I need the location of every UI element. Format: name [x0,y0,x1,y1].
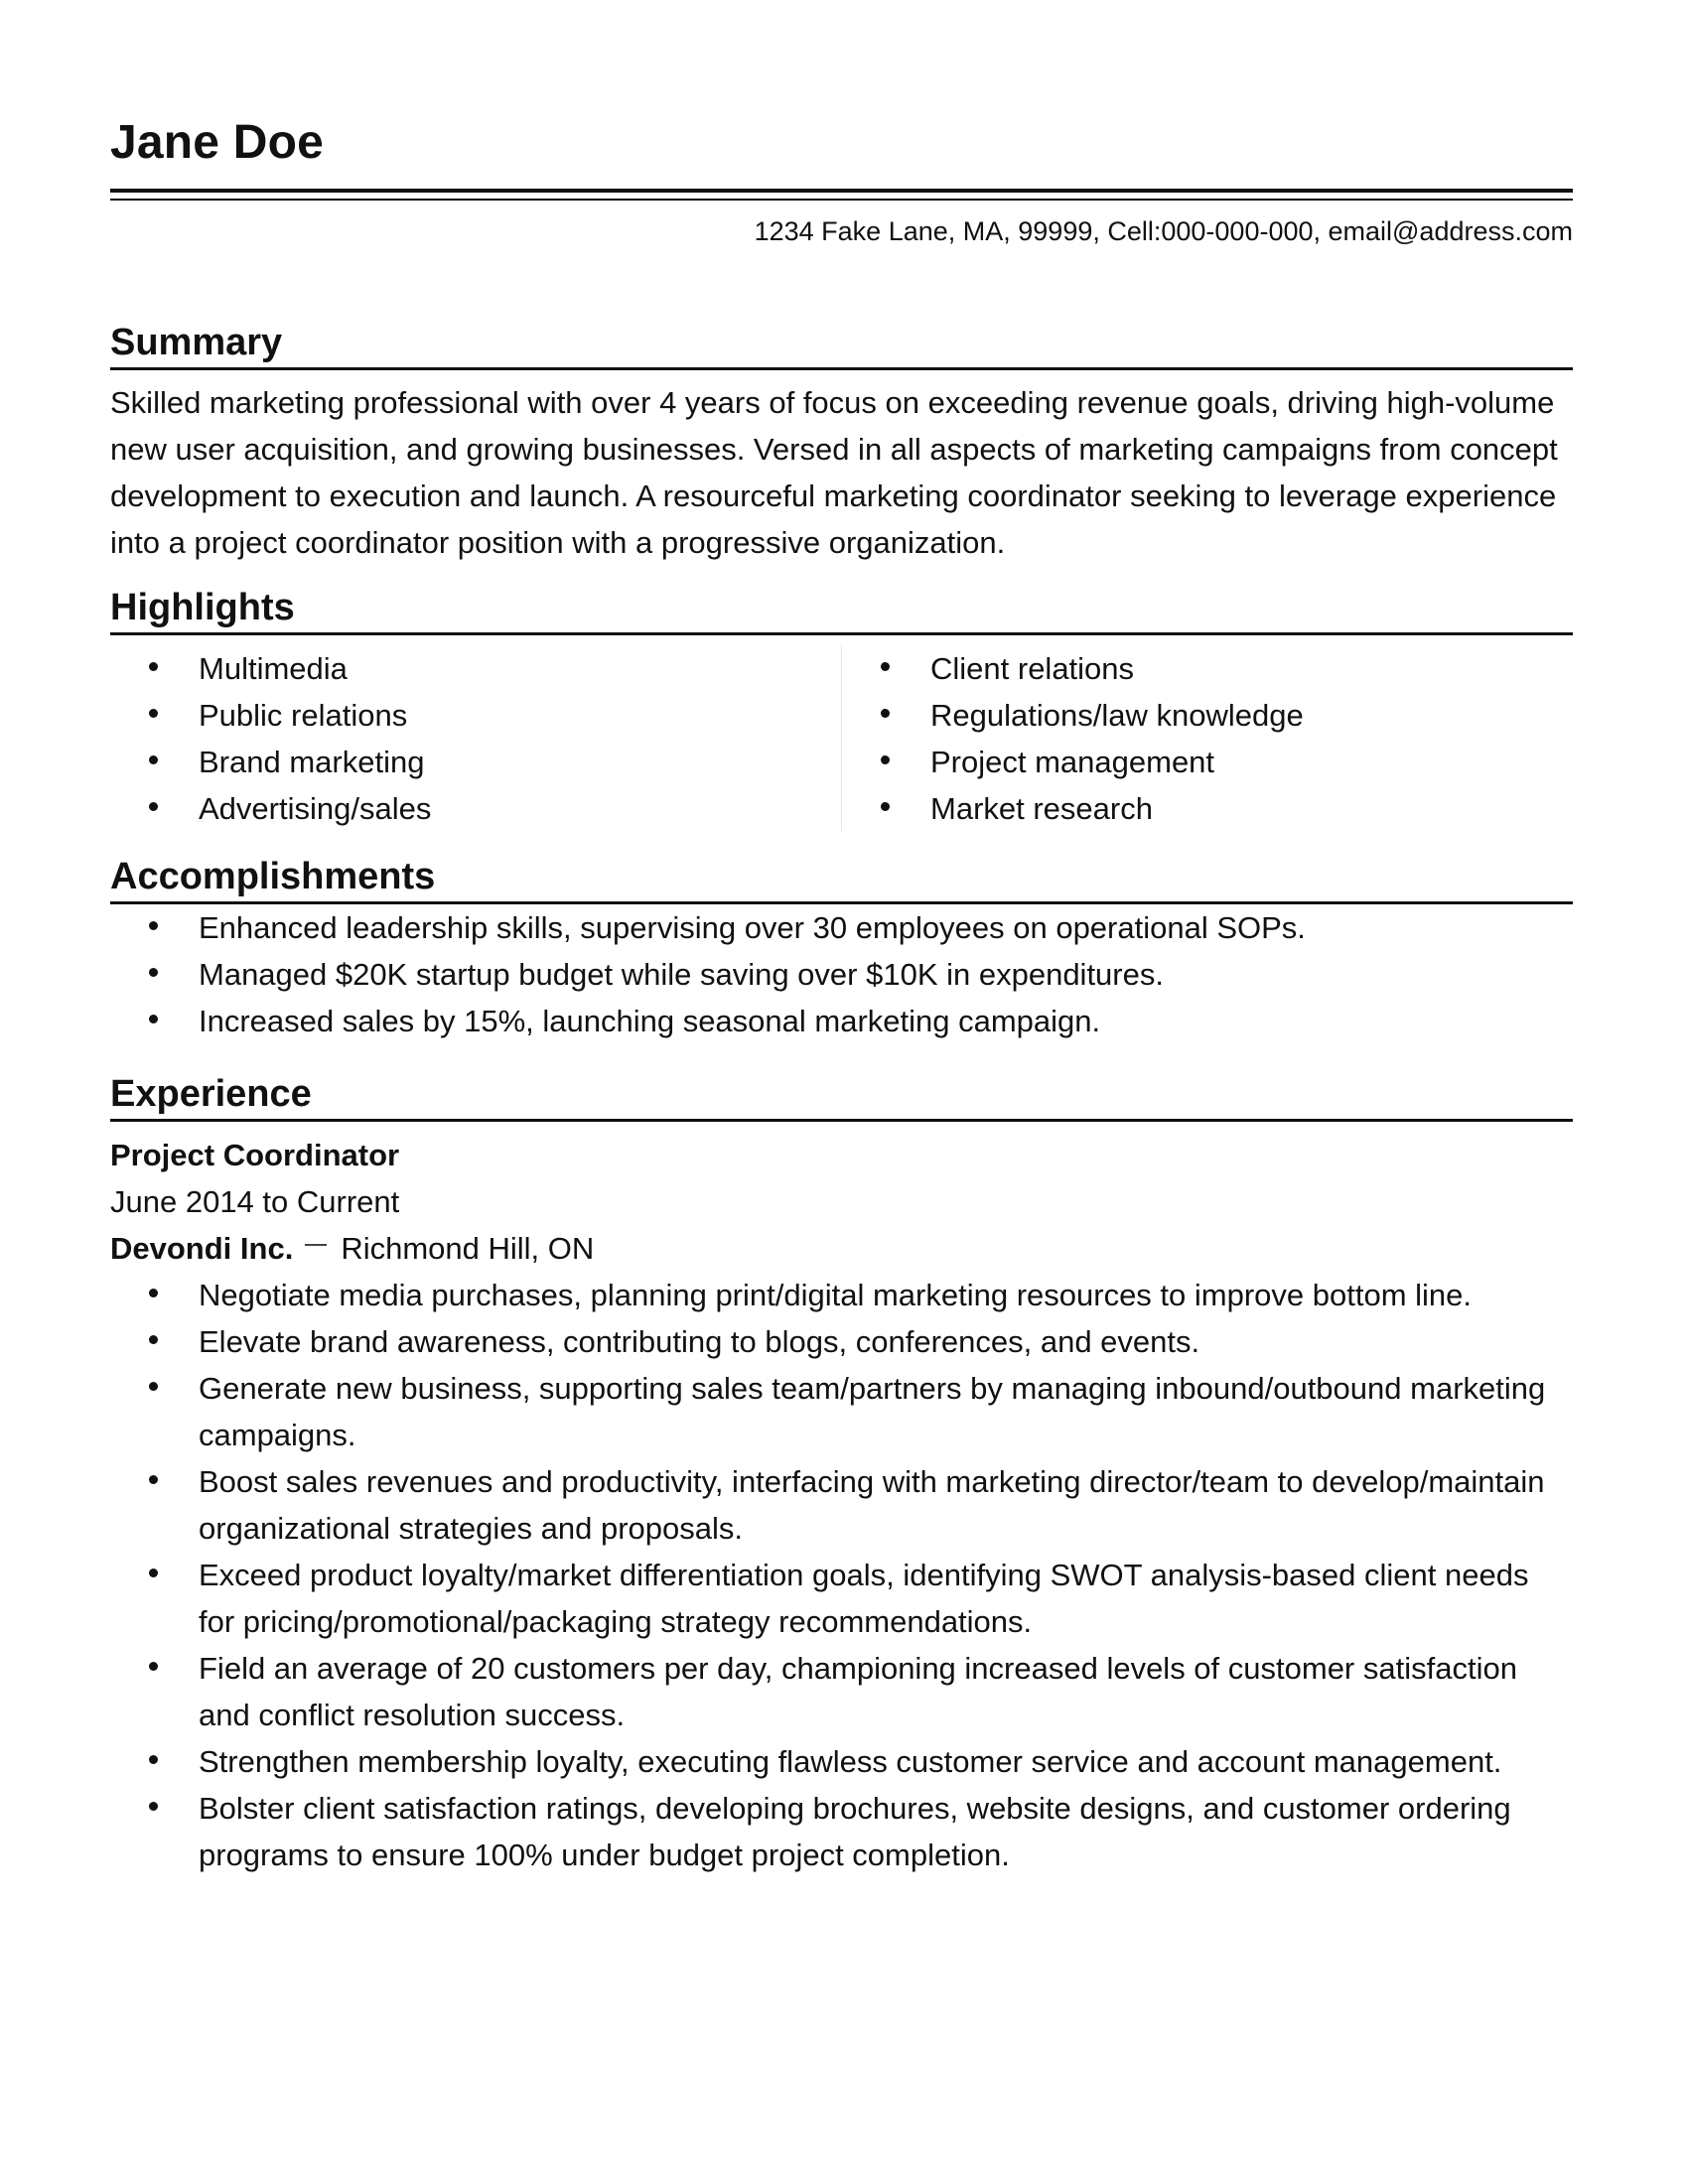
summary-heading: Summary [110,324,1573,370]
experience-heading: Experience [110,1075,1573,1122]
job-dates: June 2014 to Current [110,1184,400,1220]
highlight-item: Multimedia [110,645,841,692]
job-bullet: Bolster client satisfaction ratings, developing brochures, website designs, and customer ordering programs to ensure 100% under budget project completion. [110,1785,1573,1878]
highlight-item: Advertising/sales [110,785,841,832]
accomplishment-item: Increased sales by 15%, launching seasonal marketing campaign. [110,998,1573,1044]
highlight-item: Market research [842,785,1573,832]
highlights-right-column [842,645,1573,832]
job-bullet-list [110,1272,1573,1878]
job-bullet: Elevate brand awareness, contributing to blogs, conferences, and events. [110,1318,1573,1365]
job-bullet: Generate new business, supporting sales team/partners by managing inbound/outbound marketing campaigns. [110,1365,1573,1458]
job-entry [110,1132,1573,1878]
job-company: Devondi Inc. [110,1231,294,1267]
job-bullet: Field an average of 20 customers per day, championing increased levels of customer satisfaction and conflict resolution success. [110,1645,1573,1738]
job-bullet: Exceed product loyalty/market differentiation goals, identifying SWOT analysis-based client needs for pricing/promotional/packaging strategy recommendations. [110,1552,1573,1645]
job-bullet: Negotiate media purchases, planning print/digital marketing resources to improve bottom line. [110,1272,1573,1318]
highlight-item: Public relations [110,692,841,739]
job-location: Richmond Hill, ON [341,1231,595,1267]
header-double-rule [110,189,1573,201]
job-title: Project Coordinator [110,1138,400,1173]
highlight-item: Brand marketing [110,739,841,785]
resume-name: Jane Doe [110,116,325,169]
contact-info: 1234 Fake Lane, MA, 99999, Cell:000-000-000, email@address.com [754,216,1573,246]
accomplishment-item: Enhanced leadership skills, supervising over 30 employees on operational SOPs. [110,904,1573,951]
accomplishments-list [110,904,1573,1044]
highlights-list [110,645,1573,832]
job-bullet: Boost sales revenues and productivity, interfacing with marketing director/team to develop/maintain organizational strategies and proposals. [110,1458,1573,1552]
highlight-item: Regulations/law knowledge [842,692,1573,739]
highlight-item: Project management [842,739,1573,785]
company-location-separator [305,1244,327,1246]
job-bullet: Strengthen membership loyalty, executing flawless customer service and account management. [110,1738,1573,1785]
summary-text: Skilled marketing professional with over 4 years of focus on exceeding revenue goals, driving high-volume new user acquisition, and growing businesses. Versed in all aspects of marketing campaigns from concept development to execution and launch. A resourceful marketing coordinator seeking to leverage experience into a project coordinator position with a progressive organization. [110,385,1558,561]
highlight-item: Client relations [842,645,1573,692]
accomplishment-item: Managed $20K startup budget while saving over $10K in expenditures. [110,951,1573,998]
job-company-line [110,1225,1573,1272]
accomplishments-heading: Accomplishments [110,858,1573,904]
highlights-heading: Highlights [110,589,1573,635]
highlights-left-column [110,645,842,832]
resume-page [110,107,1573,1878]
